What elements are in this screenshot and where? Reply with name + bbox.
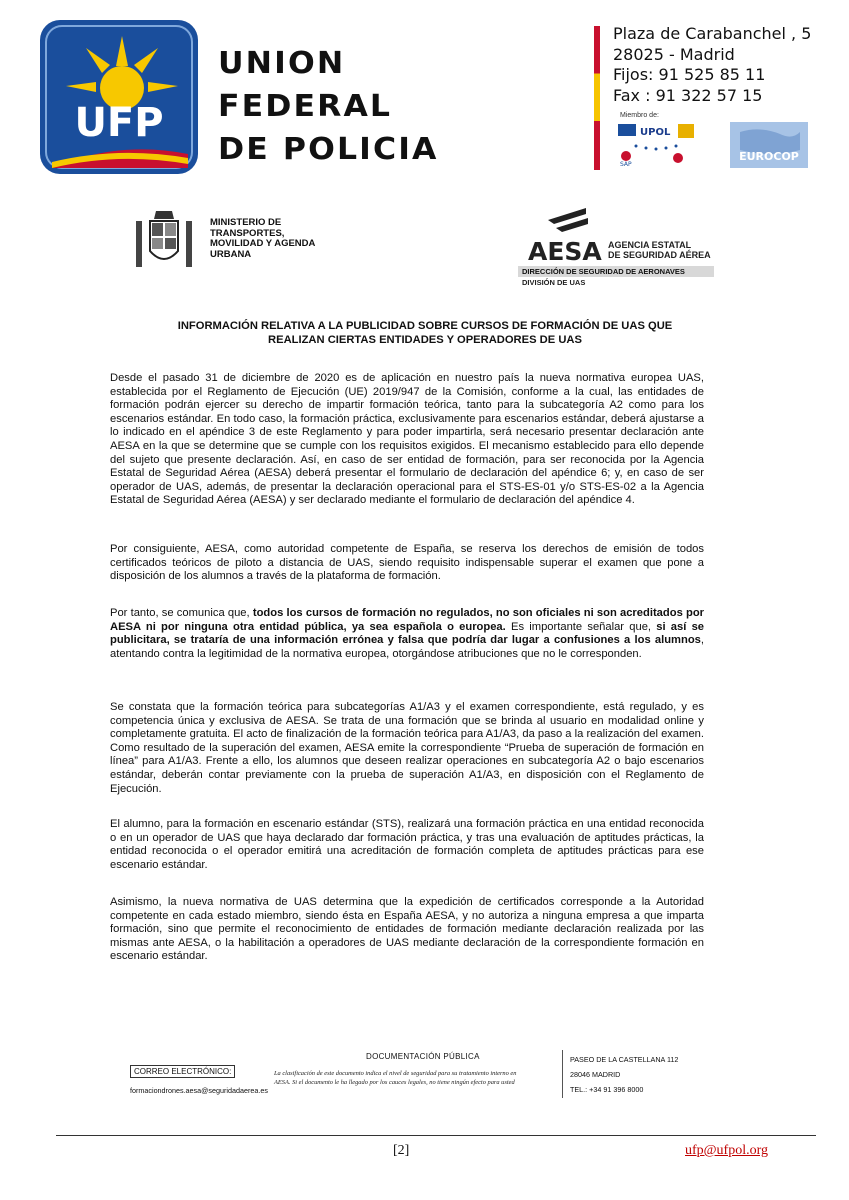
city-line: 28025 - Madrid [613, 44, 735, 64]
address-line: PASEO DE LA CASTELLANA 112 [570, 1055, 679, 1064]
svg-text:EUROCOP: EUROCOP [739, 150, 799, 163]
email-label: CORREO ELECTRÓNICO: [130, 1065, 235, 1078]
aesa-address [570, 1052, 678, 1097]
phone-line: Fijos: 91 525 85 11 [613, 65, 766, 84]
body-paragraph [110, 607, 704, 661]
bold-text-segment: todos los cursos de formación no regulados, no son oficiales ni son acreditados por AESA ni por ninguna otra entidad pública, ya sea española o europea. [110, 607, 705, 633]
ministry-line: URBANA [210, 248, 252, 260]
ministry-line: TRANSPORTES, [210, 227, 285, 239]
address-line: TEL.: +34 91 396 8000 [570, 1085, 644, 1094]
body-paragraph [110, 701, 704, 796]
aesa-agency-line: AGENCIA ESTATAL [608, 240, 692, 250]
aesa-email: formaciondrones.aesa@seguridadaerea.es [130, 1086, 268, 1095]
organization-name [218, 42, 439, 171]
text-segment: , atentando contra la legitimidad de la normativa europea, otorgándose atribuciones que no le corresponden. [110, 634, 704, 660]
body-paragraph [110, 372, 704, 508]
body-paragraph [110, 818, 704, 872]
body-paragraph [110, 543, 704, 584]
ufp-email-link[interactable]: ufp@ufpol.org [685, 1143, 769, 1158]
coat-of-arms-icon [134, 207, 194, 273]
aesa-direction: DIRECCIÓN DE SEGURIDAD DE AERONAVES [518, 266, 714, 277]
text-segment: Por consiguiente, AESA, como autoridad competente de España, se reserva los derechos de emisión de todos certificados teóricos de piloto a distancia de UAS, siendo requisito indispensable superar el examen que pone a disposición de los alumnos a través de la plataforma de formación. [110, 543, 704, 583]
ministry-line: MOVILIDAD Y AGENDA [210, 238, 316, 249]
ministry-name [210, 218, 315, 260]
classification-note-line: La clasificación de este documento indica el nivel de seguridad para su tratamiento interno en [274, 1070, 517, 1077]
aesa-agency-line: DE SEGURIDAD AÉREA [608, 250, 711, 260]
document-title [110, 319, 740, 347]
svg-text:SAP: SAP [620, 161, 632, 168]
address-line: Plaza de Carabanchel , 5 [613, 24, 812, 43]
footer-rule [56, 1135, 816, 1136]
aesa-division: DIVISIÓN DE UAS [522, 278, 586, 287]
org-name-line: DE POLICIA [218, 132, 439, 167]
classification-note [274, 1069, 558, 1087]
text-segment: Desde el pasado 31 de diciembre de 2020 es de aplicación en nuestro país la nueva normativa europea UAS, establecida por el Reglamento de Ejecución (UE) 2019/947 de la Comisión, conforme a la cual, las entidades de formación podrán ejercer su derecho de impartir formación teórica, tanto para la subcategoría A2 como para los escenarios estándar. En todo caso, la formación práctica, exclusivamente para escenarios estándar, deberá ajustarse a lo indicado en el apéndice 3 de este Reglamento y para poder impartirla, será necesario presentar declaración ante AESA en la que se determine que se cumple con los requisitos exigidos. El mecanismo establecido para ello depende del sujeto que presente declaración. Así, en caso de ser entidad de formación, para ser reconocida por la Agencia Estatal de Seguridad Aérea (AESA) deberá presentar el formulario de declaración del apéndice 6; y, en caso de ser operador de UAS, además, de presentar la declaración operacional para el STS-ES-01 y/o STS-ES-02 a la Agencia Estatal de Seguridad Aérea (AESA) y ser declarado mediante el formulario de declaración del apéndice 4. [110, 372, 704, 507]
text-segment: Por tanto, se comunica que, [110, 607, 253, 619]
ufp-logo [38, 18, 200, 176]
title-line: REALIZAN CIERTAS ENTIDADES Y OPERADORES DE UAS [268, 334, 582, 346]
page-number: [2] [393, 1143, 410, 1158]
eurocop-logo [730, 122, 808, 168]
body-paragraph [110, 896, 704, 964]
ministry-line: MINISTERIO DE [210, 217, 282, 228]
fax-line: Fax : 91 322 57 15 [613, 85, 763, 105]
org-name-line: FEDERAL [218, 89, 393, 124]
svg-text:UFP: UFP [74, 100, 164, 146]
bold-text-segment: si así se publicitara, se trataría de una información errónea y falsa que podría dar lugar a confusiones a los alumnos [110, 620, 705, 647]
member-label: Miembro de: [620, 112, 659, 119]
classification-label: DOCUMENTACIÓN PÚBLICA [366, 1052, 480, 1061]
partner-logos [616, 122, 698, 168]
svg-text:AESA: AESA [528, 237, 602, 264]
title-line: INFORMACIÓN RELATIVA A LA PUBLICIDAD SOBRE CURSOS DE FORMACIÓN DE UAS QUE [177, 320, 673, 332]
text-segment: Es importante señalar que, [505, 620, 657, 633]
footer-divider [562, 1050, 563, 1098]
org-name-line: UNION [218, 46, 346, 81]
text-segment: Asimismo, la nueva normativa de UAS determina que la expedición de certificados corresponde a la Autoridad competente en cada estado miembro, siendo ésta en España AESA, y no autoriza a ninguna empresa a que imparta formación, sino que permite el reconocimiento de entidades de formación mediante declaración realizada por las mismas ante AESA, o la habilitación a operadores de UAS mediante declaración de la correspondiente formación en escenario estándar. [110, 896, 704, 963]
text-segment: Se constata que la formación teórica para subcategorías A1/A3 y el examen correspondiente, está regulado, y es competencia única y exclusiva de AESA. Se trata de una formación que se brinda al usuario en modalidad online y completamente gratuita. El acto de finalización de la formación teórica para A1/A3, da paso a la realización del examen. Como resultado de la superación del examen, AESA emite la correspondiente “Prueba de superación de formación en línea” para A1/A3. Frente a ello, los alumnos que deseen realizar operaciones en subcategoría A2 o bajo escenarios estándar, deberán contar previamente con la prueba de superación A1/A3, en disposición con el Reglamento de Ejecución. [110, 701, 704, 795]
svg-text:UPOL: UPOL [640, 127, 671, 138]
classification-note-line: AESA. Si el documento le ha llegado por los cauces legales, no tiene ningún efecto para usted [274, 1079, 515, 1086]
aesa-agency-name [608, 240, 711, 260]
aesa-logo [526, 206, 604, 264]
spanish-flag-bar [594, 26, 600, 170]
address-line: 28046 MADRID [570, 1070, 621, 1079]
text-segment: El alumno, para la formación en escenario estándar (STS), realizará una formación práctica en una entidad reconocida o en un operador de UAS que haya declarado dar formación práctica, y tras una evaluación de aptitudes prácticas, la entidad reconocida o el operador emitirá una acreditación de formación completa de aptitudes prácticas para ese escenario estándar. [110, 818, 704, 871]
contact-block [613, 24, 811, 106]
